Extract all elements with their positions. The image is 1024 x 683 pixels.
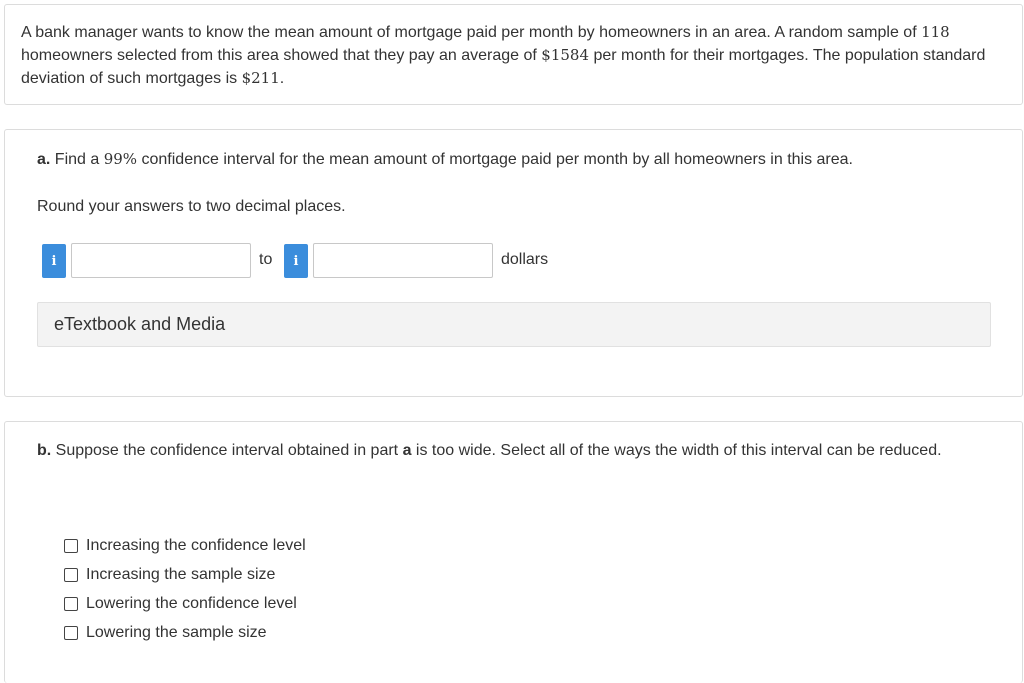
upper-bound-input[interactable] xyxy=(313,243,493,278)
lower-bound-input[interactable] xyxy=(71,243,251,278)
problem-statement: A bank manager wants to know the mean amount of mortgage paid per month by homeowners in an area. A random sample of 118 homeowners selected from this area showed that they pay an average of $1584 per month for their mortgages. The population standard deviation of such mortgages is $211. xyxy=(21,23,986,87)
checkbox[interactable] xyxy=(64,597,78,611)
confidence-level-value: 99% xyxy=(103,150,138,168)
part-b-question: b. Suppose the confidence interval obtained in part a is too wide. Select all of the ways the width of this interval can be reduced. xyxy=(37,442,942,459)
checkbox[interactable] xyxy=(64,568,78,582)
std-dev-value: $211 xyxy=(241,69,280,87)
option-increasing-confidence[interactable]: Increasing the confidence level xyxy=(64,531,306,560)
part-a-question: a. Find a 99% confidence interval for the mean amount of mortgage paid per month by all homeowners in this area. xyxy=(37,150,853,168)
round-instruction: Round your answers to two decimal places. xyxy=(37,198,346,215)
checkbox[interactable] xyxy=(64,626,78,640)
info-icon[interactable]: i xyxy=(42,244,66,278)
info-icon[interactable]: i xyxy=(284,244,308,278)
sample-size-value: 118 xyxy=(921,23,950,41)
unit-label: dollars xyxy=(501,251,549,268)
to-label: to xyxy=(259,251,273,268)
option-increasing-sample-size[interactable]: Increasing the sample size xyxy=(64,560,306,589)
option-lowering-confidence[interactable]: Lowering the confidence level xyxy=(64,589,306,618)
sample-mean-value: $1584 xyxy=(541,46,590,64)
part-b-card xyxy=(4,421,1023,683)
checkbox[interactable] xyxy=(64,539,78,553)
problem-card xyxy=(4,4,1023,105)
options-list xyxy=(64,531,306,647)
etextbook-media-button[interactable]: eTextbook and Media xyxy=(37,302,991,347)
part-a-card xyxy=(4,129,1023,397)
option-lowering-sample-size[interactable]: Lowering the sample size xyxy=(64,618,306,647)
